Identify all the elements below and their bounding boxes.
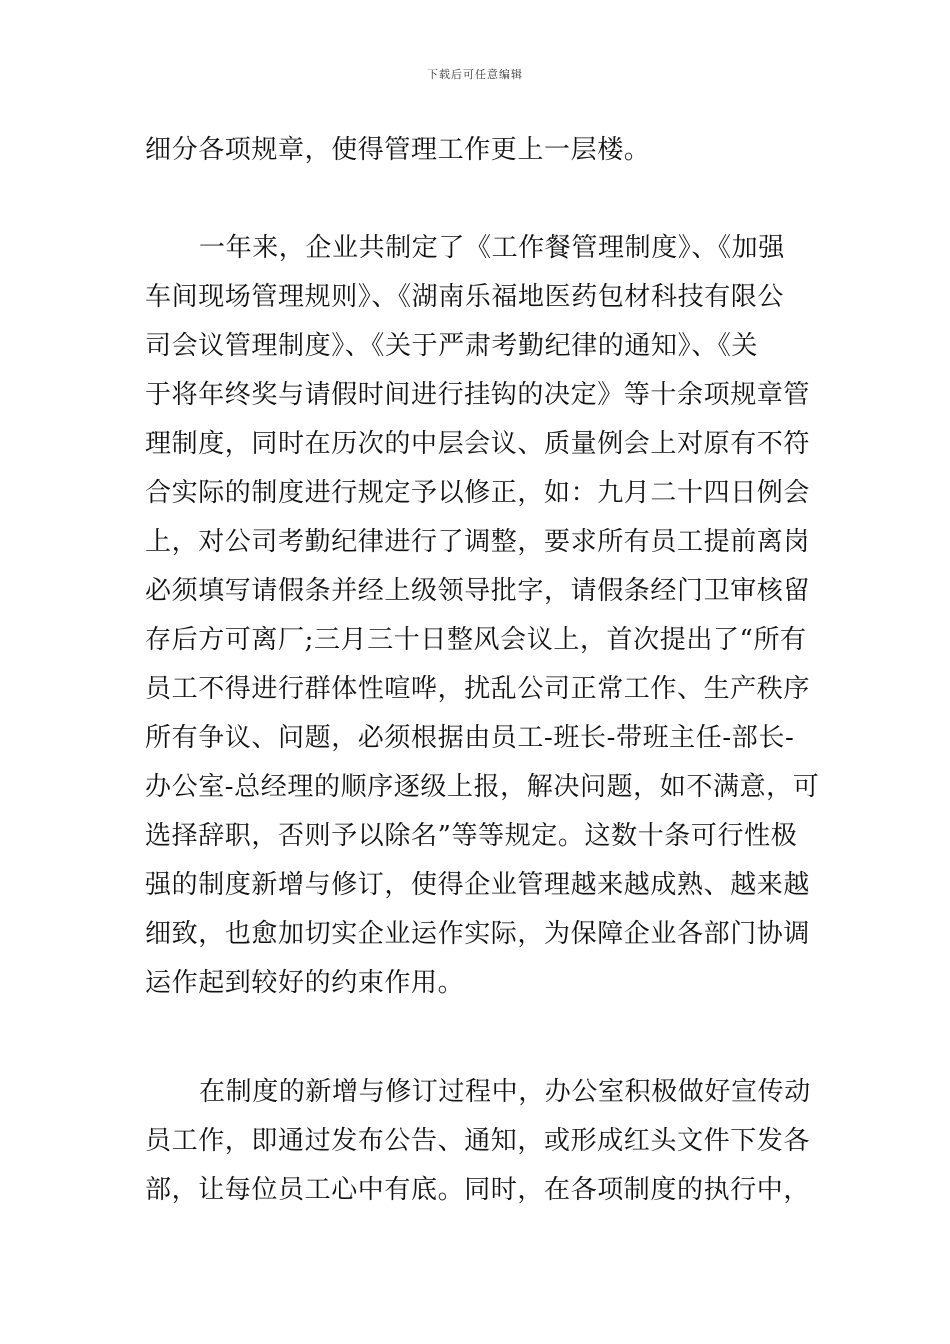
text-line: 选择辞职，否则予以除名”等等规定。这数十条可行性极	[145, 821, 798, 851]
text-line: 理制度，同时在历次的中层会议、质量例会上对原有不符	[145, 429, 811, 459]
text-line: 强的制度新增与修订，使得企业管理越来越成熟、越来越	[145, 870, 811, 900]
text-line: 在制度的新增与修订过程中，办公室积极做好宣传动	[199, 1077, 811, 1107]
text-line: 必须填写请假条并经上级领导批字，请假条经门卫审核留	[145, 576, 811, 606]
text-line: 办公室-总经理的顺序逐级上报，解决问题，如不满意，可	[145, 772, 820, 802]
text-line: 车间现场管理规则》、《湖南乐福地医药包材科技有限公	[145, 282, 785, 312]
text-line: 细致，也愈加切实企业运作实际，为保障企业各部门协调	[145, 919, 811, 949]
text-line: 一年来，企业共制定了《工作餐管理制度》、《加强	[199, 233, 785, 263]
text-line: 司会议管理制度》、《关于严肃考勤纪律的通知》、《关	[145, 331, 759, 361]
text-line: 所有争议、问题，必须根据由员工-班长-带班主任-部长-	[145, 723, 795, 753]
text-line: 于将年终奖与请假时间进行挂钩的决定》等十余项规章管	[145, 380, 811, 410]
paragraph-2	[145, 224, 820, 1008]
text-line: 合实际的制度进行规定予以修正，如：九月二十四日例会	[145, 478, 811, 508]
text-line: 运作起到较好的约束作用。	[145, 968, 465, 998]
text-line: 部，让每位员工心中有底。同时，在各项制度的执行中，	[145, 1175, 811, 1205]
text-line: 上，对公司考勤纪律进行了调整，要求所有员工提前离岗	[145, 527, 811, 557]
text-line: 存后方可离厂;三月三十日整风会议上，首次提出了“所有	[145, 625, 807, 655]
paragraph-1	[145, 126, 815, 175]
text-line: 员工不得进行群体性喧哗，扰乱公司正常工作、生产秩序	[145, 674, 811, 704]
paragraph-3	[145, 1068, 815, 1215]
text-line: 员工作，即通过发布公告、通知，或形成红头文件下发各	[145, 1126, 811, 1156]
page-header-note: 下载后可任意编辑	[427, 68, 523, 81]
text-line: 细分各项规章，使得管理工作更上一层楼。	[145, 135, 651, 165]
